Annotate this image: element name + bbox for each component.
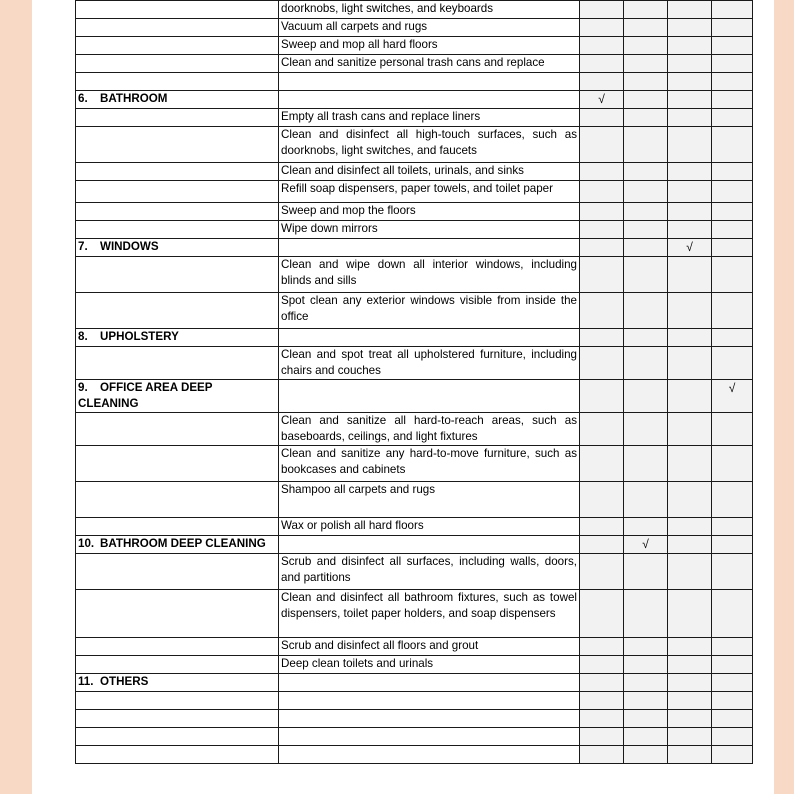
task-row: [76, 728, 753, 746]
frequency-cell[interactable]: [712, 127, 753, 163]
frequency-cell[interactable]: [712, 710, 753, 728]
task-text: Clean and spot treat all upholstered furniture, including chairs and couches: [281, 348, 577, 377]
frequency-cell[interactable]: [580, 692, 624, 710]
task-cell: [279, 257, 580, 293]
frequency-cell[interactable]: [624, 518, 668, 536]
section-title: WINDOWS: [100, 240, 159, 253]
task-cell: [279, 446, 580, 482]
blank-cell: [76, 293, 279, 329]
section-title: OTHERS: [100, 675, 149, 688]
frequency-cell[interactable]: [712, 536, 753, 554]
blank-cell: [76, 1, 279, 19]
frequency-cell[interactable]: [580, 239, 624, 257]
frequency-cell[interactable]: [668, 638, 712, 656]
task-row: [76, 413, 753, 446]
frequency-cell[interactable]: [624, 728, 668, 746]
blank-cell: [76, 163, 279, 181]
blank-cell: [279, 91, 580, 109]
section-header-row: [76, 674, 753, 692]
frequency-cell[interactable]: [668, 710, 712, 728]
task-text: Scrub and disinfect all surfaces, including walls, doors, and partitions: [281, 555, 577, 584]
frequency-cell[interactable]: [624, 91, 668, 109]
section-number: 7.: [78, 240, 88, 253]
blank-cell: [76, 55, 279, 73]
blank-cell: [279, 536, 580, 554]
frequency-cell[interactable]: [668, 109, 712, 127]
section-title: OFFICE AREA DEEP CLEANING: [78, 381, 213, 410]
blank-cell: [76, 692, 279, 710]
frequency-cell[interactable]: [624, 347, 668, 380]
task-cell: [279, 109, 580, 127]
frequency-cell[interactable]: [668, 127, 712, 163]
blank-cell: [76, 127, 279, 163]
section-header-row: [76, 91, 753, 109]
frequency-cell[interactable]: [712, 554, 753, 590]
frequency-cell[interactable]: [668, 482, 712, 518]
frequency-cell[interactable]: [668, 203, 712, 221]
blank-cell: [76, 19, 279, 37]
task-row: [76, 518, 753, 536]
task-cell: [279, 656, 580, 674]
frequency-cell[interactable]: [668, 221, 712, 239]
section-title: BATHROOM: [100, 92, 168, 105]
task-text: Spot clean any exterior windows visible from inside the office: [281, 294, 577, 323]
check-mark: √: [728, 381, 736, 395]
task-row: [76, 37, 753, 55]
frequency-cell[interactable]: [624, 554, 668, 590]
task-cell: [279, 293, 580, 329]
frequency-cell[interactable]: [712, 181, 753, 203]
section-header-row: [76, 536, 753, 554]
frequency-cell[interactable]: [624, 109, 668, 127]
frequency-cell[interactable]: [668, 656, 712, 674]
blank-cell: [76, 221, 279, 239]
blank-cell: [76, 728, 279, 746]
task-cell: [279, 710, 580, 728]
blank-cell: [76, 37, 279, 55]
frequency-cell[interactable]: [712, 239, 753, 257]
section-header-row: [76, 329, 753, 347]
task-cell: [279, 19, 580, 37]
check-mark: √: [642, 537, 649, 551]
frequency-cell[interactable]: [624, 536, 668, 554]
blank-cell: [76, 203, 279, 221]
frequency-cell[interactable]: [624, 656, 668, 674]
frequency-cell[interactable]: [712, 37, 753, 55]
frequency-cell[interactable]: [624, 413, 668, 446]
task-row: [76, 109, 753, 127]
blank-cell: [279, 73, 580, 91]
task-cell: [279, 203, 580, 221]
frequency-cell[interactable]: [668, 55, 712, 73]
task-cell: [279, 55, 580, 73]
frequency-cell[interactable]: [580, 536, 624, 554]
blank-cell: [76, 73, 279, 91]
task-row: [76, 347, 753, 380]
frequency-cell[interactable]: [580, 638, 624, 656]
frequency-cell[interactable]: [580, 446, 624, 482]
check-mark: √: [598, 92, 605, 106]
task-text: Wipe down mirrors: [281, 222, 378, 235]
frequency-cell[interactable]: [668, 674, 712, 692]
frequency-cell[interactable]: [712, 91, 753, 109]
section-title-cell: [76, 674, 279, 692]
blank-cell: [76, 181, 279, 203]
spacer-row: [76, 73, 753, 91]
frequency-cell[interactable]: [668, 692, 712, 710]
frequency-cell[interactable]: [668, 163, 712, 181]
section-header-row: [76, 380, 753, 413]
frequency-cell[interactable]: [668, 590, 712, 638]
frequency-cell[interactable]: [580, 518, 624, 536]
frequency-cell[interactable]: [624, 746, 668, 764]
frequency-cell[interactable]: [668, 329, 712, 347]
frequency-cell[interactable]: [712, 380, 753, 413]
checklist-body: [76, 1, 753, 764]
frequency-cell[interactable]: [624, 638, 668, 656]
task-row: [76, 590, 753, 638]
task-row: [76, 746, 753, 764]
task-row: [76, 638, 753, 656]
frequency-cell[interactable]: [668, 73, 712, 91]
frequency-cell[interactable]: [580, 19, 624, 37]
task-row: [76, 181, 753, 203]
frequency-cell[interactable]: [580, 127, 624, 163]
task-text: Sweep and mop the floors: [281, 204, 416, 217]
frequency-cell[interactable]: [580, 413, 624, 446]
blank-cell: [76, 518, 279, 536]
section-title: UPHOLSTERY: [100, 330, 179, 343]
frequency-cell[interactable]: [668, 728, 712, 746]
frequency-cell[interactable]: [712, 446, 753, 482]
frequency-cell[interactable]: [624, 482, 668, 518]
frequency-cell[interactable]: [668, 413, 712, 446]
frequency-cell[interactable]: [624, 1, 668, 19]
frequency-cell[interactable]: [580, 482, 624, 518]
blank-cell: [76, 746, 279, 764]
frequency-cell[interactable]: [668, 536, 712, 554]
section-title-cell: [76, 536, 279, 554]
task-row: [76, 692, 753, 710]
blank-cell: [279, 239, 580, 257]
frequency-cell[interactable]: [580, 91, 624, 109]
frequency-cell[interactable]: [580, 380, 624, 413]
frequency-cell[interactable]: [624, 37, 668, 55]
task-text: Clean and sanitize personal trash cans and replace: [281, 56, 545, 69]
task-text: Clean and sanitize all hard-to-reach areas, such as baseboards, ceilings, and light fixtures: [281, 414, 577, 443]
frequency-cell[interactable]: [712, 746, 753, 764]
task-text: Refill soap dispensers, paper towels, and toilet paper: [281, 182, 553, 195]
task-row: [76, 55, 753, 73]
frequency-cell[interactable]: [712, 221, 753, 239]
section-number: 11.: [78, 675, 94, 688]
frequency-cell[interactable]: [580, 590, 624, 638]
frequency-cell[interactable]: [668, 1, 712, 19]
section-title-cell: [76, 380, 279, 413]
frequency-cell[interactable]: [580, 37, 624, 55]
task-cell: [279, 728, 580, 746]
frequency-cell[interactable]: [668, 746, 712, 764]
frequency-cell[interactable]: [668, 91, 712, 109]
task-row: [76, 221, 753, 239]
frequency-cell[interactable]: [580, 728, 624, 746]
frequency-cell[interactable]: [624, 710, 668, 728]
task-cell: [279, 413, 580, 446]
task-row: [76, 203, 753, 221]
frequency-cell[interactable]: [668, 554, 712, 590]
section-number: 6.: [78, 92, 88, 105]
frequency-cell[interactable]: [580, 554, 624, 590]
frequency-cell[interactable]: [712, 413, 753, 446]
frequency-cell[interactable]: [580, 746, 624, 764]
frequency-cell[interactable]: [624, 293, 668, 329]
task-row: [76, 446, 753, 482]
frequency-cell[interactable]: [712, 638, 753, 656]
task-text: Shampoo all carpets and rugs: [281, 483, 436, 496]
frequency-cell[interactable]: [624, 73, 668, 91]
frequency-cell[interactable]: [624, 590, 668, 638]
frequency-cell[interactable]: [668, 37, 712, 55]
task-row: [76, 482, 753, 518]
frequency-cell[interactable]: [668, 518, 712, 536]
frequency-cell[interactable]: [668, 293, 712, 329]
frequency-cell[interactable]: [712, 590, 753, 638]
frequency-cell[interactable]: [580, 293, 624, 329]
task-cell: [279, 347, 580, 380]
blank-cell: [279, 674, 580, 692]
task-text: Deep clean toilets and urinals: [281, 657, 434, 670]
task-text: Clean and disinfect all bathroom fixtures, such as towel dispensers, toilet paper holders, and soap dispensers: [281, 591, 577, 620]
section-number: 10.: [78, 537, 95, 550]
task-cell: [279, 554, 580, 590]
task-row: [76, 19, 753, 37]
frequency-cell[interactable]: [712, 692, 753, 710]
frequency-cell[interactable]: [668, 239, 712, 257]
frequency-cell[interactable]: [580, 347, 624, 380]
blank-cell: [76, 710, 279, 728]
frequency-cell[interactable]: [668, 19, 712, 37]
task-row: [76, 710, 753, 728]
task-cell: [279, 746, 580, 764]
blank-cell: [279, 329, 580, 347]
task-text: Sweep and mop all hard floors: [281, 38, 438, 51]
checklist-page: [32, 0, 774, 794]
blank-cell: [76, 257, 279, 293]
task-text: Vacuum all carpets and rugs: [281, 20, 428, 33]
frequency-cell[interactable]: [712, 1, 753, 19]
frequency-cell[interactable]: [624, 127, 668, 163]
task-text: Clean and sanitize any hard-to-move furniture, such as bookcases and cabinets: [281, 447, 577, 476]
task-cell: [279, 1, 580, 19]
blank-cell: [76, 109, 279, 127]
task-cell: [279, 37, 580, 55]
task-cell: [279, 590, 580, 638]
task-cell: [279, 638, 580, 656]
frequency-cell[interactable]: [580, 257, 624, 293]
frequency-cell[interactable]: [624, 257, 668, 293]
frequency-cell[interactable]: [624, 163, 668, 181]
task-row: [76, 656, 753, 674]
frequency-cell[interactable]: [624, 674, 668, 692]
frequency-cell[interactable]: [624, 203, 668, 221]
section-title-cell: [76, 239, 279, 257]
frequency-cell[interactable]: [712, 329, 753, 347]
section-title: BATHROOM DEEP CLEANING: [100, 537, 266, 550]
frequency-cell[interactable]: [624, 239, 668, 257]
section-header-row: [76, 239, 753, 257]
task-cell: [279, 127, 580, 163]
task-text: doorknobs, light switches, and keyboards: [281, 2, 494, 15]
frequency-cell[interactable]: [712, 482, 753, 518]
blank-cell: [279, 380, 580, 413]
blank-cell: [76, 413, 279, 446]
frequency-cell[interactable]: [668, 446, 712, 482]
frequency-cell[interactable]: [580, 109, 624, 127]
frequency-cell[interactable]: [624, 181, 668, 203]
blank-cell: [76, 482, 279, 518]
task-row: [76, 127, 753, 163]
frequency-cell[interactable]: [580, 1, 624, 19]
task-row: [76, 257, 753, 293]
section-title-cell: [76, 91, 279, 109]
frequency-cell[interactable]: [668, 257, 712, 293]
frequency-cell[interactable]: [668, 347, 712, 380]
frequency-cell[interactable]: [712, 55, 753, 73]
frequency-cell[interactable]: [712, 109, 753, 127]
frequency-cell[interactable]: [580, 55, 624, 73]
frequency-cell[interactable]: [580, 221, 624, 239]
task-cell: [279, 482, 580, 518]
frequency-cell[interactable]: [624, 446, 668, 482]
task-text: Clean and wipe down all interior windows, including blinds and sills: [281, 258, 577, 287]
frequency-cell[interactable]: [712, 163, 753, 181]
frequency-cell[interactable]: [580, 181, 624, 203]
frequency-cell[interactable]: [624, 55, 668, 73]
task-row: [76, 293, 753, 329]
frequency-cell[interactable]: [712, 728, 753, 746]
frequency-cell[interactable]: [624, 221, 668, 239]
frequency-cell[interactable]: [712, 203, 753, 221]
task-text: Wax or polish all hard floors: [281, 519, 424, 532]
blank-cell: [76, 656, 279, 674]
frequency-cell[interactable]: [712, 518, 753, 536]
blank-cell: [76, 590, 279, 638]
cleaning-checklist-table: [75, 0, 753, 764]
frequency-cell[interactable]: [580, 329, 624, 347]
frequency-cell[interactable]: [712, 293, 753, 329]
frequency-cell[interactable]: [580, 674, 624, 692]
task-row: [76, 1, 753, 19]
frequency-cell[interactable]: [580, 73, 624, 91]
frequency-cell[interactable]: [580, 163, 624, 181]
frequency-cell[interactable]: [580, 710, 624, 728]
frequency-cell[interactable]: [624, 329, 668, 347]
task-cell: [279, 163, 580, 181]
frequency-cell[interactable]: [624, 380, 668, 413]
task-text: Scrub and disinfect all floors and grout: [281, 639, 479, 652]
frequency-cell[interactable]: [712, 656, 753, 674]
task-text: Empty all trash cans and replace liners: [281, 110, 481, 123]
frequency-cell[interactable]: [712, 257, 753, 293]
frequency-cell[interactable]: [580, 656, 624, 674]
task-cell: [279, 181, 580, 203]
blank-cell: [76, 446, 279, 482]
frequency-cell[interactable]: [624, 19, 668, 37]
frequency-cell[interactable]: [624, 692, 668, 710]
blank-cell: [76, 347, 279, 380]
blank-cell: [76, 554, 279, 590]
task-cell: [279, 221, 580, 239]
task-row: [76, 554, 753, 590]
frequency-cell[interactable]: [580, 203, 624, 221]
frequency-cell[interactable]: [668, 181, 712, 203]
task-text: Clean and disinfect all toilets, urinals, and sinks: [281, 164, 524, 177]
task-row: [76, 163, 753, 181]
frequency-cell[interactable]: [712, 674, 753, 692]
check-mark: √: [686, 240, 693, 254]
frequency-cell[interactable]: [712, 19, 753, 37]
section-number: 8.: [78, 330, 88, 343]
frequency-cell[interactable]: [712, 347, 753, 380]
frequency-cell[interactable]: [668, 380, 712, 413]
task-cell: [279, 692, 580, 710]
blank-cell: [76, 638, 279, 656]
section-title-cell: [76, 329, 279, 347]
section-number: 9.: [78, 381, 88, 394]
task-cell: [279, 518, 580, 536]
task-text: Clean and disinfect all high-touch surfaces, such as doorknobs, light switches, and faucets: [281, 128, 577, 157]
frequency-cell[interactable]: [712, 73, 753, 91]
